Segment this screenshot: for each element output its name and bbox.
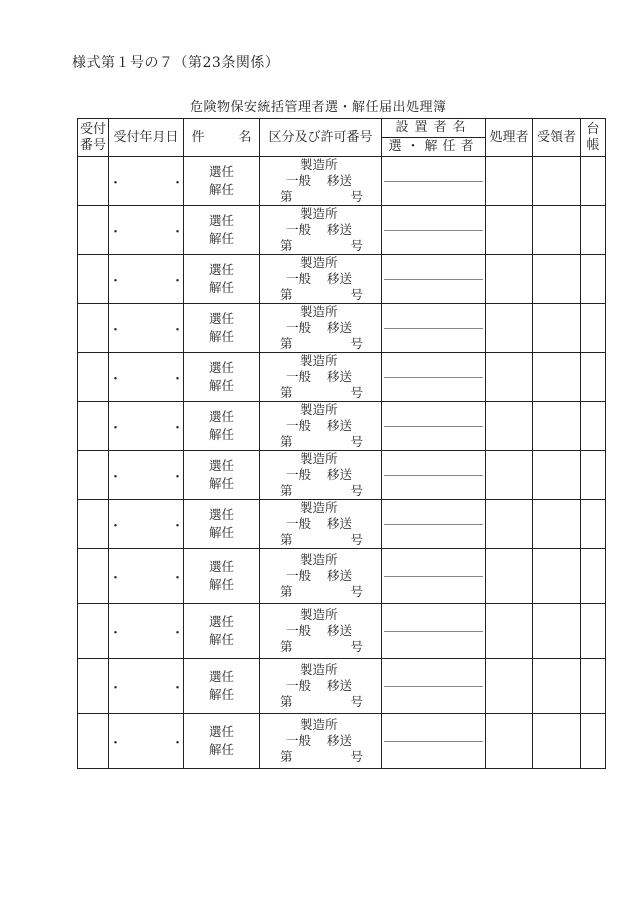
header-receipt-date: 受付年月日 bbox=[109, 119, 184, 157]
cell-section-permit[interactable]: 製造所 一般 移送 第 号 bbox=[260, 255, 382, 304]
cell-receipt-date[interactable]: ・ ・ bbox=[109, 500, 184, 549]
cell-receipt-no[interactable] bbox=[78, 157, 109, 206]
cell-ledger[interactable] bbox=[581, 255, 606, 304]
party-divider bbox=[384, 475, 483, 476]
cell-section-permit[interactable]: 製造所 一般 移送 第 号 bbox=[260, 206, 382, 255]
cell-recipient[interactable] bbox=[533, 604, 581, 659]
cell-party[interactable] bbox=[382, 402, 486, 451]
cell-receipt-date[interactable]: ・ ・ bbox=[109, 659, 184, 714]
cell-subject[interactable]: 選任 解任 bbox=[184, 659, 260, 714]
cell-section-permit[interactable]: 製造所 一般 移送 第 号 bbox=[260, 714, 382, 769]
cell-section-permit[interactable]: 製造所 一般 移送 第 号 bbox=[260, 402, 382, 451]
cell-receipt-date[interactable]: ・ ・ bbox=[109, 304, 184, 353]
party-divider bbox=[384, 741, 483, 742]
cell-processor[interactable] bbox=[486, 500, 533, 549]
ledger-title: 危険物保安統括管理者選・解任届出処理簿 bbox=[190, 100, 447, 115]
cell-receipt-no[interactable] bbox=[78, 353, 109, 402]
cell-subject[interactable]: 選任 解任 bbox=[184, 549, 260, 604]
cell-processor[interactable] bbox=[486, 206, 533, 255]
cell-subject[interactable]: 選任 解任 bbox=[184, 353, 260, 402]
cell-subject[interactable]: 選任 解任 bbox=[184, 304, 260, 353]
party-divider bbox=[384, 279, 483, 280]
cell-receipt-date[interactable]: ・ ・ bbox=[109, 451, 184, 500]
cell-receipt-no[interactable] bbox=[78, 402, 109, 451]
cell-section-permit[interactable]: 製造所 一般 移送 第 号 bbox=[260, 157, 382, 206]
header-installer: 設置者名 bbox=[382, 119, 485, 138]
cell-receipt-date[interactable]: ・ ・ bbox=[109, 549, 184, 604]
cell-receipt-no[interactable] bbox=[78, 304, 109, 353]
cell-party[interactable] bbox=[382, 353, 486, 402]
cell-party[interactable] bbox=[382, 304, 486, 353]
cell-recipient[interactable] bbox=[533, 304, 581, 353]
cell-recipient[interactable] bbox=[533, 402, 581, 451]
cell-party[interactable] bbox=[382, 451, 486, 500]
cell-subject[interactable]: 選任 解任 bbox=[184, 255, 260, 304]
table-row bbox=[78, 353, 606, 402]
header-receipt-no: 受付 番号 bbox=[78, 119, 109, 157]
header-processor: 処理者 bbox=[486, 119, 533, 157]
cell-ledger[interactable] bbox=[581, 206, 606, 255]
cell-party[interactable] bbox=[382, 659, 486, 714]
header-section-permit: 区分及び許可番号 bbox=[260, 119, 382, 157]
cell-receipt-no[interactable] bbox=[78, 500, 109, 549]
cell-processor[interactable] bbox=[486, 255, 533, 304]
cell-receipt-no[interactable] bbox=[78, 659, 109, 714]
cell-subject[interactable]: 選任 解任 bbox=[184, 451, 260, 500]
cell-receipt-date[interactable]: ・ ・ bbox=[109, 402, 184, 451]
header-row bbox=[78, 119, 606, 157]
cell-ledger[interactable] bbox=[581, 659, 606, 714]
table-row bbox=[78, 714, 606, 769]
cell-processor[interactable] bbox=[486, 304, 533, 353]
cell-section-permit[interactable]: 製造所 一般 移送 第 号 bbox=[260, 451, 382, 500]
party-divider bbox=[384, 328, 483, 329]
cell-processor[interactable] bbox=[486, 549, 533, 604]
cell-ledger[interactable] bbox=[581, 451, 606, 500]
cell-section-permit[interactable]: 製造所 一般 移送 第 号 bbox=[260, 549, 382, 604]
table-row bbox=[78, 604, 606, 659]
cell-recipient[interactable] bbox=[533, 500, 581, 549]
party-divider bbox=[384, 377, 483, 378]
cell-party[interactable] bbox=[382, 500, 486, 549]
cell-subject[interactable]: 選任 解任 bbox=[184, 500, 260, 549]
header-subject: 件 名 bbox=[184, 119, 260, 157]
cell-recipient[interactable] bbox=[533, 714, 581, 769]
cell-processor[interactable] bbox=[486, 604, 533, 659]
cell-party[interactable] bbox=[382, 714, 486, 769]
cell-ledger[interactable] bbox=[581, 402, 606, 451]
table-row bbox=[78, 549, 606, 604]
party-divider bbox=[384, 181, 483, 182]
cell-section-permit[interactable]: 製造所 一般 移送 第 号 bbox=[260, 353, 382, 402]
table-row bbox=[78, 255, 606, 304]
table-row bbox=[78, 304, 606, 353]
cell-receipt-no[interactable] bbox=[78, 549, 109, 604]
cell-party[interactable] bbox=[382, 255, 486, 304]
cell-ledger[interactable] bbox=[581, 500, 606, 549]
party-divider bbox=[384, 576, 483, 577]
table-row bbox=[78, 157, 606, 206]
cell-processor[interactable] bbox=[486, 157, 533, 206]
header-recipient: 受領者 bbox=[533, 119, 581, 157]
cell-processor[interactable] bbox=[486, 451, 533, 500]
cell-receipt-date[interactable]: ・ ・ bbox=[109, 157, 184, 206]
form-label: 様式第１号の７（第23条関係） bbox=[72, 55, 280, 71]
cell-ledger[interactable] bbox=[581, 353, 606, 402]
table-row bbox=[78, 451, 606, 500]
header-party bbox=[382, 119, 486, 157]
cell-party[interactable] bbox=[382, 157, 486, 206]
cell-section-permit[interactable]: 製造所 一般 移送 第 号 bbox=[260, 604, 382, 659]
header-ledger: 台 帳 bbox=[581, 119, 606, 157]
cell-party[interactable] bbox=[382, 604, 486, 659]
table-row bbox=[78, 206, 606, 255]
cell-ledger[interactable] bbox=[581, 549, 606, 604]
cell-receipt-no[interactable] bbox=[78, 714, 109, 769]
cell-section-permit[interactable]: 製造所 一般 移送 第 号 bbox=[260, 659, 382, 714]
cell-receipt-no[interactable] bbox=[78, 255, 109, 304]
cell-recipient[interactable] bbox=[533, 353, 581, 402]
cell-recipient[interactable] bbox=[533, 451, 581, 500]
cell-recipient[interactable] bbox=[533, 206, 581, 255]
cell-recipient[interactable] bbox=[533, 659, 581, 714]
cell-subject[interactable]: 選任 解任 bbox=[184, 157, 260, 206]
cell-recipient[interactable] bbox=[533, 157, 581, 206]
cell-recipient[interactable] bbox=[533, 549, 581, 604]
cell-processor[interactable] bbox=[486, 402, 533, 451]
cell-receipt-date[interactable]: ・ ・ bbox=[109, 604, 184, 659]
cell-receipt-date[interactable]: ・ ・ bbox=[109, 206, 184, 255]
cell-receipt-date[interactable]: ・ ・ bbox=[109, 714, 184, 769]
cell-receipt-date[interactable]: ・ ・ bbox=[109, 255, 184, 304]
party-divider bbox=[384, 631, 483, 632]
cell-ledger[interactable] bbox=[581, 604, 606, 659]
table-row bbox=[78, 402, 606, 451]
ledger-body bbox=[78, 157, 606, 769]
cell-subject[interactable]: 選任 解任 bbox=[184, 604, 260, 659]
cell-recipient[interactable] bbox=[533, 255, 581, 304]
cell-party[interactable] bbox=[382, 206, 486, 255]
cell-processor[interactable] bbox=[486, 353, 533, 402]
party-divider bbox=[384, 230, 483, 231]
party-divider bbox=[384, 686, 483, 687]
cell-receipt-no[interactable] bbox=[78, 604, 109, 659]
cell-processor[interactable] bbox=[486, 659, 533, 714]
table-row bbox=[78, 500, 606, 549]
party-divider bbox=[384, 524, 483, 525]
ledger-table bbox=[77, 118, 606, 769]
cell-section-permit[interactable]: 製造所 一般 移送 第 号 bbox=[260, 500, 382, 549]
cell-party[interactable] bbox=[382, 549, 486, 604]
cell-section-permit[interactable]: 製造所 一般 移送 第 号 bbox=[260, 304, 382, 353]
cell-ledger[interactable] bbox=[581, 157, 606, 206]
cell-receipt-no[interactable] bbox=[78, 206, 109, 255]
cell-subject[interactable]: 選任 解任 bbox=[184, 402, 260, 451]
cell-processor[interactable] bbox=[486, 714, 533, 769]
cell-ledger[interactable] bbox=[581, 714, 606, 769]
cell-ledger[interactable] bbox=[581, 304, 606, 353]
party-divider bbox=[384, 426, 483, 427]
cell-subject[interactable]: 選任 解任 bbox=[184, 714, 260, 769]
table-row bbox=[78, 659, 606, 714]
cell-receipt-date[interactable]: ・ ・ bbox=[109, 353, 184, 402]
header-appointee: 選・解任者 bbox=[388, 139, 479, 154]
cell-receipt-no[interactable] bbox=[78, 451, 109, 500]
cell-subject[interactable]: 選任 解任 bbox=[184, 206, 260, 255]
